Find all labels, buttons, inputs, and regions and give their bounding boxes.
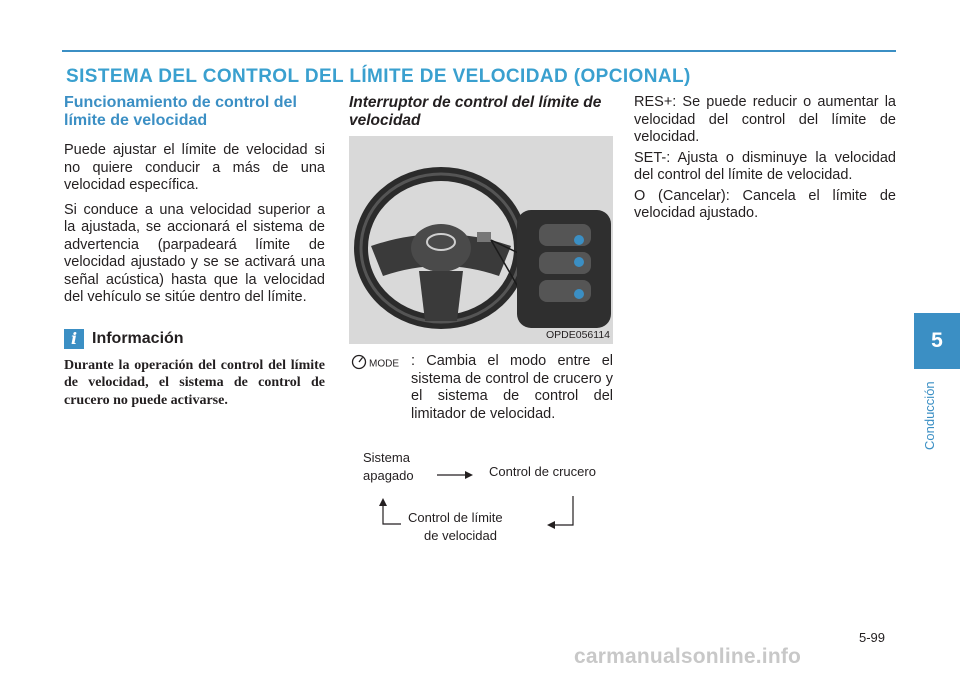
column-left: [64, 94, 325, 409]
info-title: Información: [92, 329, 184, 347]
page-number: 5-99: [859, 630, 886, 645]
steering-wheel-photo: [349, 136, 613, 344]
diagram-off-line2: apagado: [363, 468, 414, 483]
info-text: Durante la operación del control del límite de velocidad, el sistema de control de crucero no puede activarse.: [64, 357, 325, 408]
res-text: RES+: Se puede reducir o aumentar la velocidad del control del límite de velocidad.: [634, 94, 896, 145]
column-right: [634, 94, 896, 226]
cancel-entry: [634, 188, 896, 223]
column-middle: [349, 94, 613, 130]
diagram-off-line1: Sistema: [363, 450, 410, 465]
chapter-tab: 5: [914, 313, 960, 369]
diagram-arrows: [349, 444, 613, 554]
diagram-limit-line1: Control de límite: [408, 510, 503, 525]
set-text: SET-: Ajusta o disminuye la velocidad del control del límite de velocidad.: [634, 149, 896, 183]
watermark: carmanualsonline.info: [574, 645, 802, 668]
switch-heading: Interruptor de control del límite de velocidad: [349, 94, 602, 129]
cancel-text: O (Cancelar): Cancela el límite de velocidad ajustado.: [634, 187, 896, 221]
set-entry: [634, 150, 896, 185]
speed-limiter-mode-icon: [351, 354, 409, 370]
arrow-limit-to-off: [383, 506, 401, 524]
res-entry: [634, 94, 896, 147]
info-header: [64, 329, 325, 349]
section-title: SISTEMA DEL CONTROL DEL LÍMITE DE VELOCIDAD (OPCIONAL): [66, 66, 691, 87]
photo-code: OPDE056114: [545, 329, 610, 341]
mode-text: : Cambia el modo entre el sistema de control de crucero y el sistema de control del limitador de velocidad.: [411, 353, 613, 422]
steering-wheel-illustration: [349, 136, 613, 344]
chapter-label: [922, 378, 940, 458]
mode-label: MODE: [369, 358, 399, 370]
diagram-limit-line2: de velocidad: [424, 528, 497, 543]
paragraph-intro: Puede ajustar el límite de velocidad si no quiere conducir a más de una velocidad específica.: [64, 142, 325, 193]
mode-cycle-diagram: [349, 444, 613, 554]
mode-description: [351, 353, 613, 423]
info-icon: i: [64, 329, 84, 349]
speed-limit-operation-heading: Funcionamiento de control del límite de velocidad: [64, 94, 297, 129]
top-rule: [62, 50, 896, 52]
diagram-cruise-label: Control de crucero: [489, 464, 596, 479]
paragraph-warning: Si conduce a una velocidad superior a la ajustada, se accionará el sistema de advertencia (parpadeará límite de velocidad ajustado y se se activará una señal acústica) hasta que la velocidad del vehículo se sitúe dentro del límite.: [64, 201, 325, 305]
arrow-cruise-to-limit: [555, 496, 573, 525]
chapter-label-text: Conducción: [922, 381, 937, 450]
